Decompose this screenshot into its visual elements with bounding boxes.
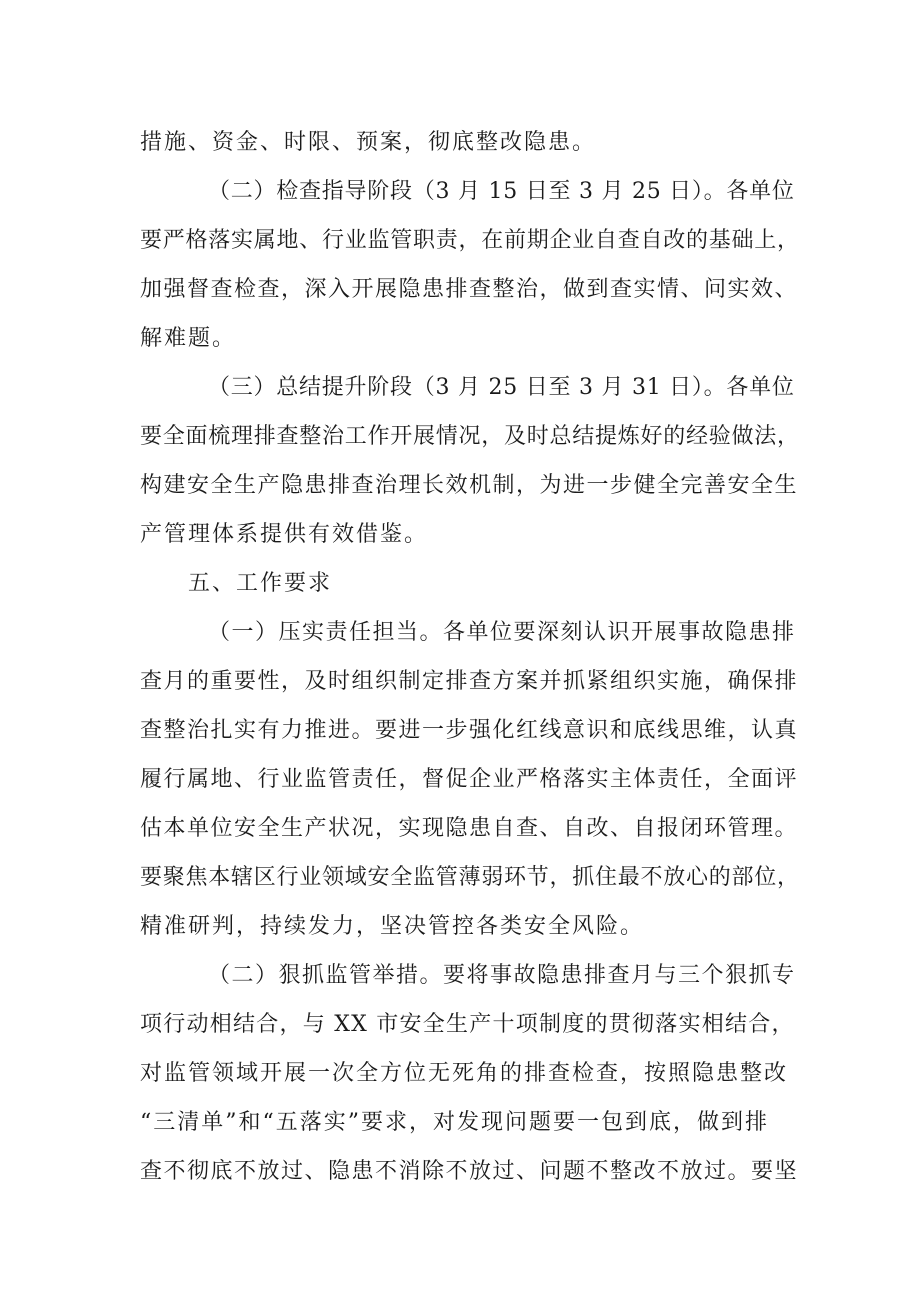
- text-line-5: 解难题。: [140, 326, 237, 351]
- text-line-18: （二）狠抓监管举措。要将事故隐患排查月与三个狠抓专: [208, 963, 796, 988]
- text-line-19: 项行动相结合，与 XX 市安全生产十项制度的贯彻落实相结合，: [140, 1012, 795, 1037]
- text-line-11: （一）压实责任担当。各单位要深刻认识开展事故隐患排: [208, 620, 796, 645]
- text-line-1: 措施、资金、时限、预案，彻底整改隐患。: [140, 130, 597, 155]
- section-heading: 五、工作要求: [188, 571, 333, 596]
- text-line-16: 要聚焦本辖区行业领域安全监管薄弱环节，抓住最不放心的部位，: [140, 865, 800, 890]
- text-line-12: 查月的重要性，及时组织制定排查方案并抓紧组织实施，确保排: [140, 669, 799, 694]
- text-line-4: 加强督查检查，深入开展隐患排查整治，做到查实情、问实效、: [140, 277, 799, 302]
- text-line-14: 履行属地、行业监管责任，督促企业严格落实主体责任，全面评: [140, 767, 799, 792]
- text-line-17: 精准研判，持续发力，坚决管控各类安全风险。: [140, 914, 645, 939]
- text-line-8: 构建安全生产隐患排查治理长效机制，为进一步健全完善安全生: [140, 473, 799, 498]
- text-line-6: （三）总结提升阶段（3 月 25 日至 3 月 31 日）。各单位: [208, 375, 795, 400]
- text-line-15: 估本单位安全生产状况，实现隐患自查、自改、自报闭环管理。: [140, 816, 799, 841]
- text-line-3: 要严格落实属地、行业监管职责，在前期企业自查自改的基础上，: [140, 228, 800, 253]
- text-line-9: 产管理体系提供有效借鉴。: [140, 522, 429, 547]
- text-line-13: 查整治扎实有力推进。要进一步强化红线意识和底线思维，认真: [140, 718, 799, 743]
- text-line-20: 对监管领域开展一次全方位无死角的排查检查，按照隐患整改: [140, 1061, 789, 1086]
- text-line-21: “三清单”和“五落实”要求，对发现问题要一包到底，做到排: [140, 1110, 769, 1135]
- text-line-7: 要全面梳理排查整治工作开展情况，及时总结提炼好的经验做法，: [140, 424, 800, 449]
- text-line-2: （二）检查指导阶段（3 月 15 日至 3 月 25 日）。各单位: [208, 179, 795, 204]
- text-line-22: 查不彻底不放过、隐患不消除不放过、问题不整改不放过。要坚: [140, 1159, 799, 1184]
